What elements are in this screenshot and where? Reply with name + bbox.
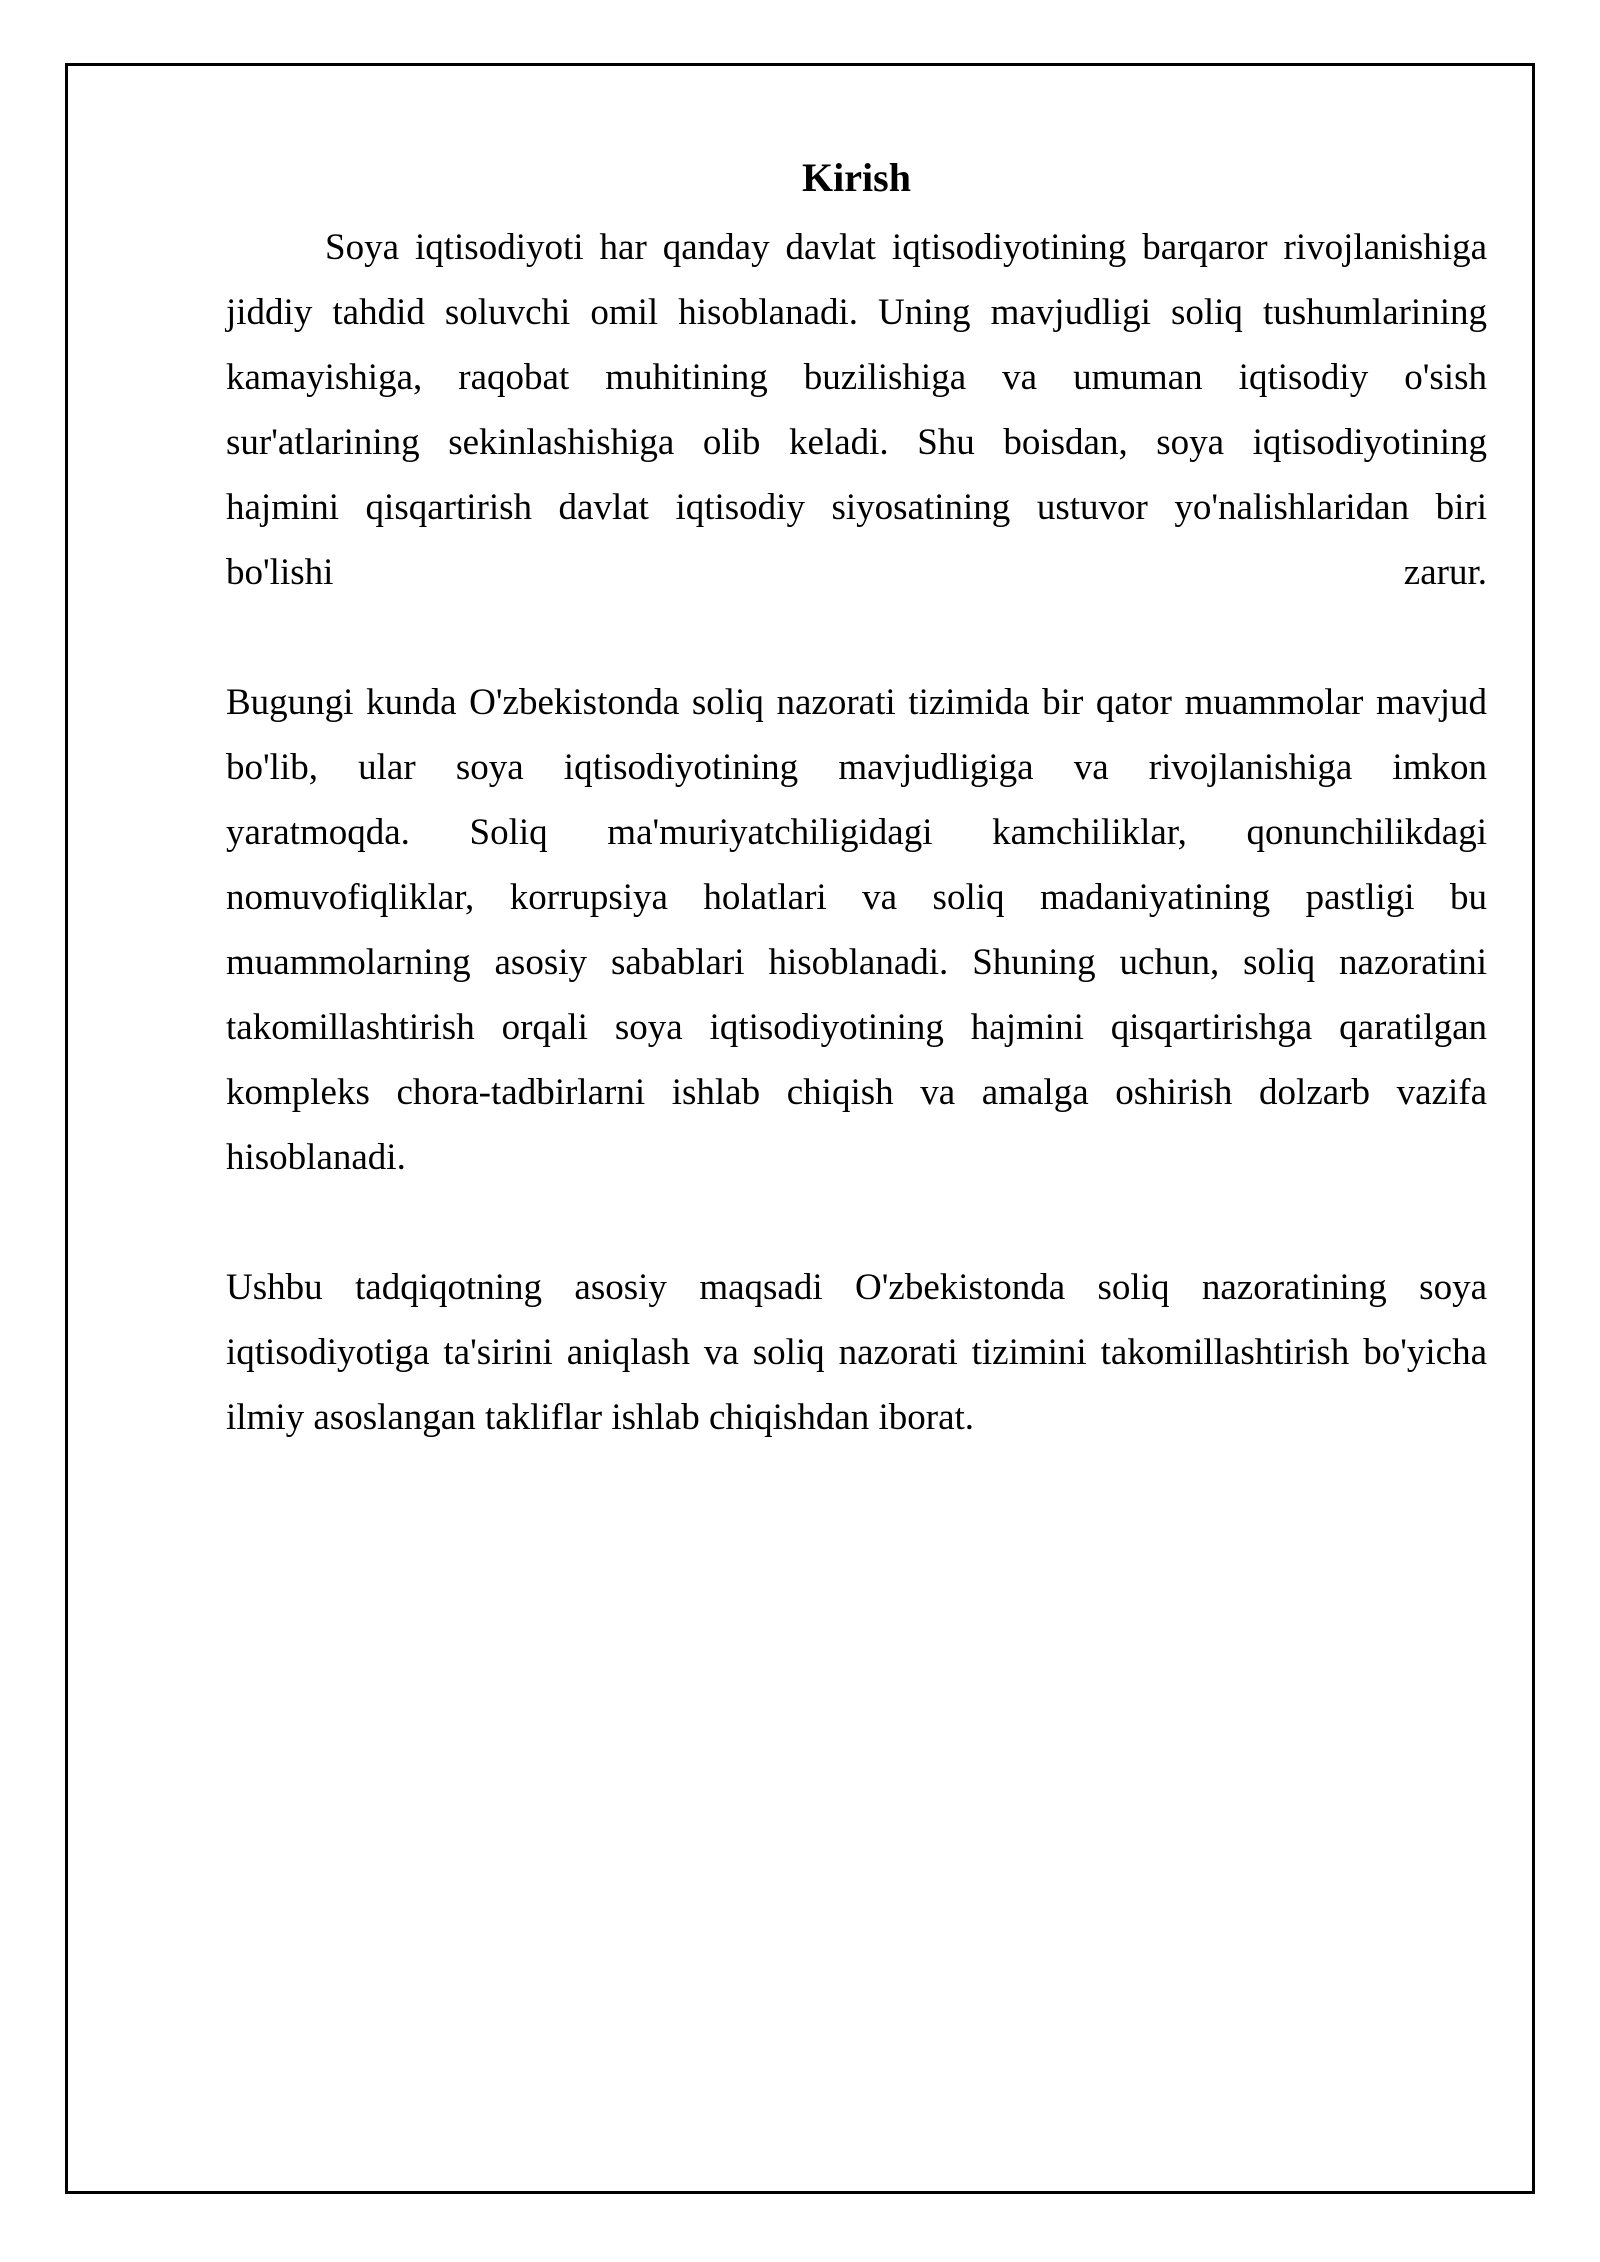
text-line: muammolarning asosiy sabablari hisoblanadi. Shuning uchun, soliq nazoratini bbox=[226, 942, 1487, 983]
text-line: kamayishiga, raqobat muhitining buzilishiga va umuman iqtisodiy o'sish bbox=[226, 357, 1487, 398]
text-line: bo'lib, ular soya iqtisodiyotining mavjudligiga va rivojlanishiga imkon bbox=[226, 747, 1487, 788]
document-content bbox=[226, 145, 1487, 1450]
text-line: sur'atlarining sekinlashishiga olib keladi. Shu boisdan, soya iqtisodiyotining bbox=[226, 422, 1487, 463]
text-line: Bugungi kunda O'zbekistonda soliq nazorati tizimida bir qator muammolar mavjud bbox=[226, 682, 1487, 723]
paragraph-1 bbox=[226, 215, 1487, 605]
text-line: hisoblanadi. bbox=[226, 1137, 406, 1178]
document-title: Kirish bbox=[802, 155, 911, 200]
text-line: jiddiy tahdid soluvchi omil hisoblanadi. Uning mavjudligi soliq tushumlarining bbox=[226, 292, 1487, 333]
text-line: Ushbu tadqiqotning asosiy maqsadi O'zbekistonda soliq nazoratining soya bbox=[226, 1267, 1487, 1308]
text-line: hajmini qisqartirish davlat iqtisodiy siyosatining ustuvor yo'nalishlaridan biri bbox=[226, 487, 1487, 528]
text-line: yaratmoqda. Soliq ma'muriyatchiligidagi kamchiliklar, qonunchilikdagi bbox=[226, 812, 1487, 853]
text-line: bo'lishi zarur. bbox=[226, 552, 1487, 593]
paragraph-3 bbox=[226, 1255, 1487, 1450]
text-line: iqtisodiyotiga ta'sirini aniqlash va soliq nazorati tizimini takomillashtirish bo'yicha bbox=[226, 1332, 1487, 1373]
text-line: Soya iqtisodiyoti har qanday davlat iqtisodiyotining barqaror rivojlanishiga bbox=[325, 227, 1487, 268]
text-line: takomillashtirish orqali soya iqtisodiyotining hajmini qisqartirishga qaratilgan bbox=[226, 1007, 1487, 1048]
text-line: kompleks chora-tadbirlarni ishlab chiqish va amalga oshirish dolzarb vazifa bbox=[226, 1072, 1487, 1113]
text-line: ilmiy asoslangan takliflar ishlab chiqishdan iborat. bbox=[226, 1397, 975, 1438]
paragraph-2 bbox=[226, 670, 1487, 1190]
text-line: nomuvofiqliklar, korrupsiya holatlari va soliq madaniyatining pastligi bu bbox=[226, 877, 1487, 918]
